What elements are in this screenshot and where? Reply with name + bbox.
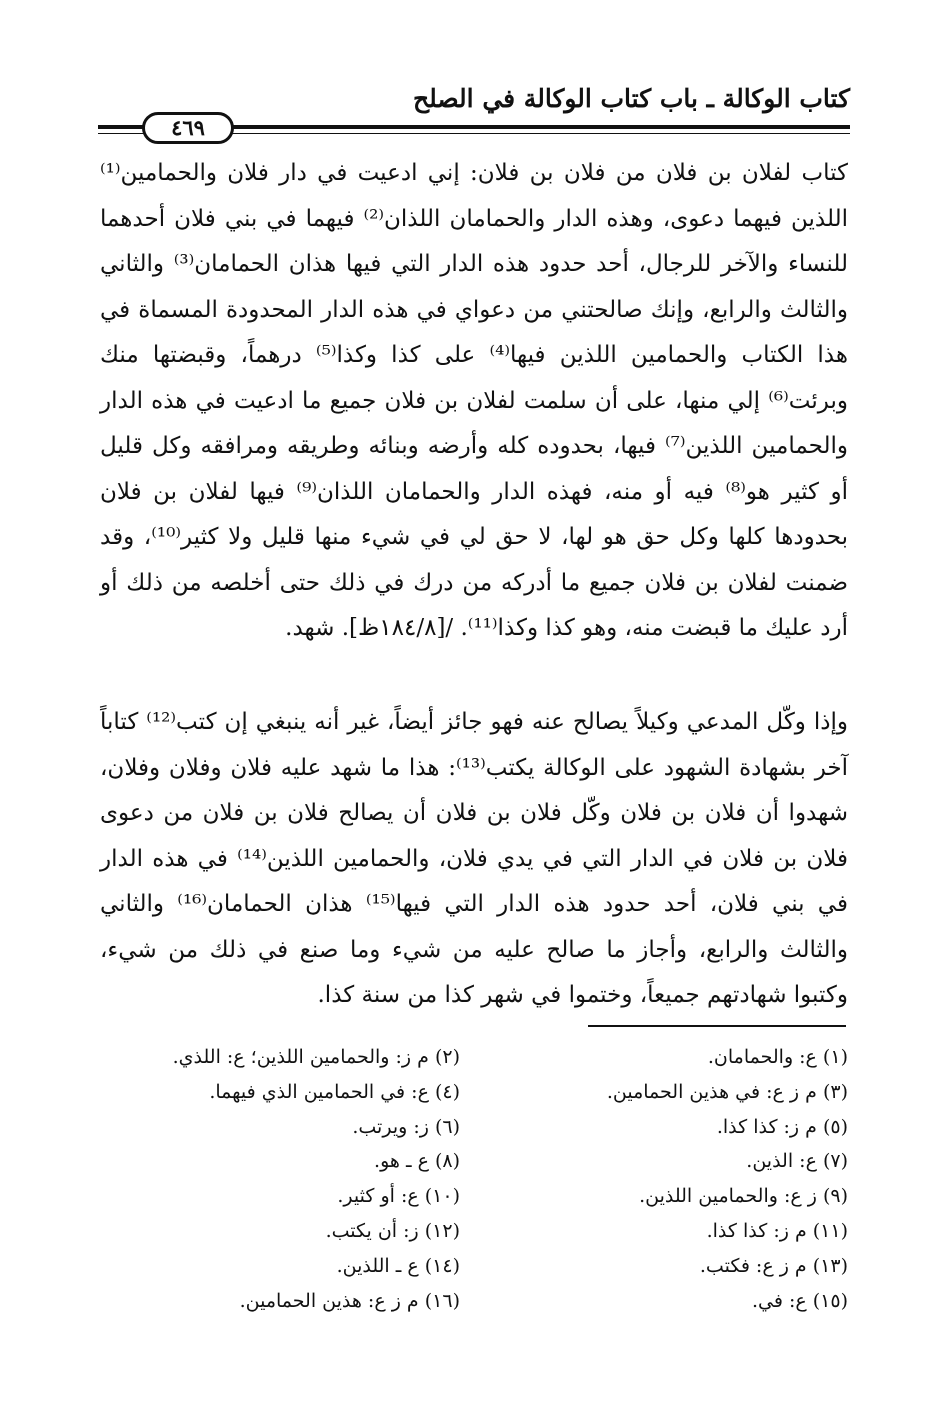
footnote-3: (٣) م ز ع: في هذين الحمامين. <box>606 1080 848 1103</box>
footnote-1: (١) ع: والحمامان. <box>707 1046 848 1068</box>
footnote-12: (١٢) ز: أن يكتب. <box>325 1219 460 1242</box>
footnote-7: (٧) ع: الذين. <box>746 1150 848 1173</box>
footnote-15: (١٥) ع: في. <box>751 1289 848 1312</box>
footnote-8: (٨) ع ـ هو. <box>374 1150 460 1173</box>
body-paragraph-2: وإذا وكّل المدعي وكيلاً يصالح عنه فهو جائز أيضاً، غير أنه ينبغي إن كتب⁽¹²⁾ كتاباً آخر بشهادة الشهود على الوكالة يكتب⁽¹³⁾: هذا ما شهد عليه فلان وفلان وفلان، شهدوا أن فلان بن فلان وكّل فلان بن فلان أن يصالح فلان بن فلان من دعوى فلان بن فلان في الدار التي في يدي فلان، والحمامين اللذين⁽¹⁴⁾ في هذه الدار في بني فلان، أحد حدود هذه الدار التي فيها⁽¹⁵⁾ هذان الحمامان⁽¹⁶⁾ والثاني والثالث والرابع، وأجاز ما صالح عليه من شيء وما صنع في ذلك من شيء، وكتبوا شهادتهم جميعاً، وختموا في شهر كذا من سنة كذا. <box>100 709 849 1008</box>
footnote-11: (١١) م ز: كذا كذا. <box>706 1219 848 1242</box>
footnote-2: (٢) م ز: والحمامين اللذين؛ ع: اللذي. <box>172 1046 460 1068</box>
page-header <box>98 82 850 142</box>
footnote-4: (٤) ع: في الحمامين الذي فيهما. <box>209 1080 460 1103</box>
footnote-9: (٩) ز ع: والحمامين اللذين. <box>639 1185 848 1208</box>
footnote-13: (١٣) م ز ع: فكتب. <box>699 1254 848 1277</box>
footnote-6: (٦) ز: ويرتب. <box>352 1115 460 1138</box>
footnote-column-right <box>488 1040 848 1318</box>
footnote-14: (١٤) ع ـ اللذين. <box>336 1254 460 1277</box>
running-title: كتاب الوكالة ـ باب كتاب الوكالة في الصلح <box>412 84 850 113</box>
footnote-16: (١٦) م ز ع: هذين الحمامين. <box>239 1289 460 1312</box>
footnote-separator <box>588 1025 846 1027</box>
body-paragraph-1: كتاب لفلان بن فلان من فلان بن فلان: إني ادعيت في دار فلان والحمامين⁽¹⁾ اللذين فيهما دعوى، وهذه الدار والحمامان اللذان⁽²⁾ فيهما في بني فلان أحدهما للنساء والآخر للرجال، أحد حدود هذه الدار التي فيها هذان الحمامان⁽³⁾ والثاني والثالث والرابع، وإنك صالحتني من دعواي في هذه الدار المحدودة المسماة في هذا الكتاب والحمامين اللذين فيها⁽⁴⁾ على كذا وكذا⁽⁵⁾ درهماً، وقبضتها منك وبرئت⁽⁶⁾ إلي منها، على أن سلمت لفلان بن فلان جميع ما ادعيت في هذه الدار والحمامين اللذين⁽⁷⁾ فيها، بحدوده كله وأرضه وبنائه وطريقه ومرافقه وكل قليل أو كثير هو⁽⁸⁾ فيه أو منه، فهذه الدار والحمامان اللذان⁽⁹⁾ فيها لفلان بن فلان بحدودها كلها وكل حق هو لها، لا حق لي في شيء منها قليل ولا كثير⁽¹⁰⁾، وقد ضمنت لفلان بن فلان جميع ما أدركه من درك في ذلك حتى أخلصه من ذلك أو أرد عليك ما قبضت منه، وهو كذا وكذا⁽¹¹⁾. /[١٨٤/٨ظ]. شهد. <box>100 160 849 641</box>
page-number: ٤٦٩ <box>142 112 234 144</box>
footnote-column-left <box>100 1040 460 1318</box>
footnotes <box>100 1040 848 1340</box>
footnote-10: (١٠) ع: أو كثير. <box>337 1185 460 1208</box>
footnote-5: (٥) م ز: كذا كذا. <box>716 1115 848 1138</box>
